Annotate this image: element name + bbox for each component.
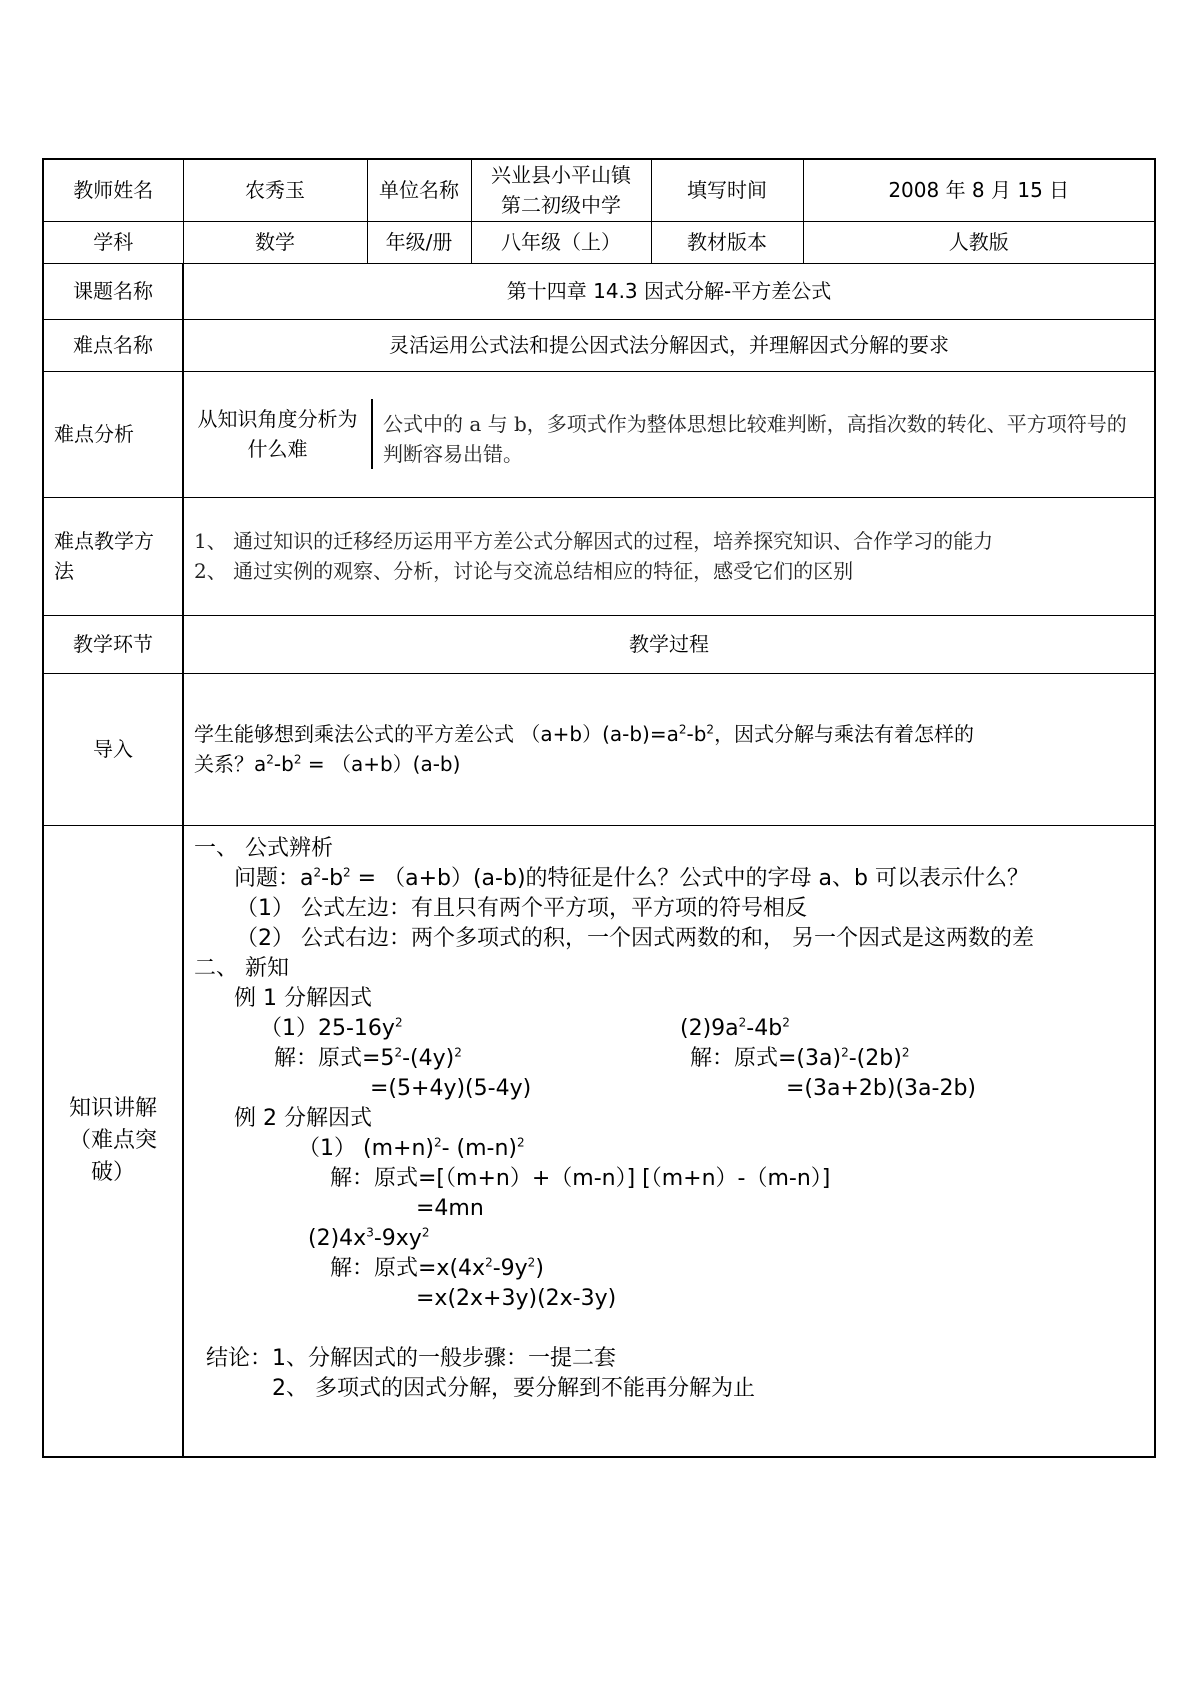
intro-row	[43, 673, 1155, 825]
question-line: 问题：$a^2-b^2 = (a+b)(a-b)$的特征是什么？公式中的字母 a、b 可以表示什么？	[234, 865, 1029, 891]
analysis-label: 难点分析	[43, 371, 183, 497]
unit-label: 单位名称	[367, 159, 471, 221]
method-item-1: 1、 通过知识的迁移经历运用平方差公式分解因式的过程，培养探究知识、合作学习的能力	[194, 529, 994, 553]
knowledge-canvas	[184, 826, 1154, 1456]
conclusion-1: 结论：1、分解因式的一般步骤：一提二套	[206, 1345, 616, 1371]
grade-label: 年级/册	[367, 221, 471, 263]
grade: 八年级（上）	[471, 221, 651, 263]
method-row	[43, 497, 1155, 615]
knowledge-label: 知识讲解（难点突破）	[43, 825, 183, 1457]
example-2-problem-1: （1） $(m+n)^2-$ $(m-n)^2$	[298, 1135, 525, 1161]
example-1-solution-1-step-2: =(5+4y)(5-4y)	[370, 1075, 532, 1101]
example-1-problem-2: $(2)9a^2-4b^2$	[680, 1015, 790, 1041]
method-list	[183, 497, 1155, 615]
topic-row	[43, 263, 1155, 319]
intro-text	[183, 673, 1155, 825]
difficulty-row	[43, 319, 1155, 371]
analysis-inner	[184, 399, 1154, 469]
method-label: 难点教学方法	[43, 497, 183, 615]
section-1-title: 一、 公式辨析	[194, 835, 333, 861]
analysis-cell	[183, 371, 1155, 497]
example-1-problem-1: $(1)25-16y^2$	[260, 1015, 403, 1041]
intro-line-2: 关系？$a^2-b^2 = (a+b)(a-b)$	[194, 752, 461, 776]
section-2-title: 二、 新知	[194, 955, 289, 981]
example-2-title: 例 2 分解因式	[234, 1105, 372, 1131]
example-1-solution-2-step-2: =(3a+2b)(3a-2b)	[786, 1075, 977, 1101]
analysis-sub-label: 从知识角度分析为什么难	[184, 399, 372, 469]
example-1-title: 例 1 分解因式	[234, 985, 372, 1011]
intro-line-1: 学生能够想到乘法公式的平方差公式 $(a+b)(a-b)=a^2-b^2$，因式分解与乘法有着怎样的	[194, 722, 975, 746]
knowledge-content	[183, 825, 1155, 1457]
lesson-plan-document	[42, 158, 1154, 1458]
date-label: 填写时间	[651, 159, 803, 221]
subject: 数学	[183, 221, 367, 263]
example-2-solution-2-step-1: 解：原式$=x(4x^2-9y^2)$	[330, 1255, 544, 1281]
conclusion-2: 2、 多项式的因式分解，要分解到不能再分解为止	[272, 1375, 755, 1401]
lesson-plan-table	[42, 158, 1156, 1458]
example-1-solution-1-step-1: 解：原式$=5^2-(4y)^2$	[274, 1045, 462, 1071]
edition: 人教版	[803, 221, 1155, 263]
topic-label: 课题名称	[43, 263, 183, 319]
analysis-text: 公式中的 a 与 b，多项式作为整体思想比较难判断，高指次数的转化、平方项符号的判断容易出错。	[383, 412, 1127, 466]
example-2-solution-1-step-1: 解：原式=[（m+n）+（m-n）] [（m+n）-（m-n）]	[330, 1165, 831, 1191]
topic-value: 第十四章 14.3 因式分解-平方差公式	[183, 263, 1155, 319]
edition-label: 教材版本	[651, 221, 803, 263]
teacher-name: 农秀玉	[183, 159, 367, 221]
header-row-1	[43, 159, 1155, 221]
example-2-problem-2: $(2)4x^3-9xy^2$	[308, 1225, 430, 1251]
process-row	[43, 615, 1155, 673]
example-2-solution-1-step-2: =4mn	[416, 1195, 484, 1221]
subject-label: 学科	[43, 221, 183, 263]
example-1-solution-2-step-1: 解：原式$=(3a)^2-(2b)^2$	[690, 1045, 910, 1071]
unit-name: 兴业县小平山镇第二初级中学	[471, 159, 651, 221]
header-row-2	[43, 221, 1155, 263]
feature-left: （1） 公式左边：有且只有两个平方项，平方项的符号相反	[236, 895, 807, 921]
feature-right: （2） 公式右边：两个多项式的积，一个因式两数的和， 另一个因式是这两数的差	[236, 925, 1034, 951]
difficulty-label: 难点名称	[43, 319, 183, 371]
analysis-row	[43, 371, 1155, 497]
process-label: 教学环节	[43, 615, 183, 673]
teacher-label: 教师姓名	[43, 159, 183, 221]
process-value: 教学过程	[183, 615, 1155, 673]
fill-date: 2008 年 8 月 15 日	[803, 159, 1155, 221]
difficulty-value: 灵活运用公式法和提公因式法分解因式，并理解因式分解的要求	[183, 319, 1155, 371]
method-item-2: 2、 通过实例的观察、分析，讨论与交流总结相应的特征，感受它们的区别	[194, 559, 854, 583]
example-2-solution-2-step-2: =x(2x+3y)(2x-3y)	[416, 1285, 617, 1311]
intro-label: 导入	[43, 673, 183, 825]
knowledge-row	[43, 825, 1155, 1457]
